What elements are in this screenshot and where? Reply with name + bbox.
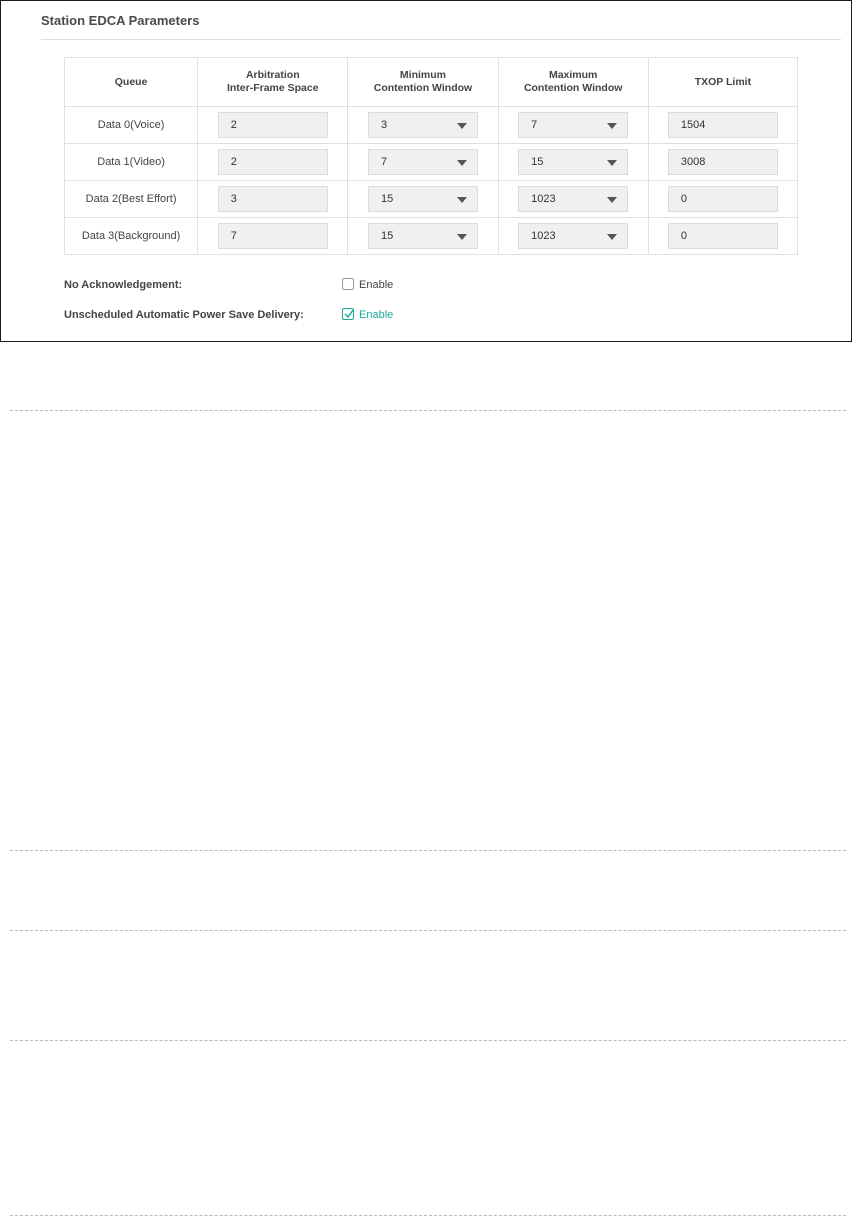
- txop-input[interactable]: 0: [668, 223, 778, 249]
- header-queue: Queue: [65, 58, 198, 107]
- cwmin-select[interactable]: [368, 149, 478, 175]
- dropdown-arrow-icon: [607, 160, 617, 166]
- aifs-input[interactable]: 2: [218, 149, 328, 175]
- table-row: [65, 107, 798, 144]
- separator-line: [10, 850, 846, 851]
- cwmax-select[interactable]: [518, 112, 628, 138]
- dropdown-arrow-icon: [607, 234, 617, 240]
- section-title: Station EDCA Parameters: [41, 13, 200, 28]
- header-aifs: Arbitration Inter-Frame Space: [198, 58, 348, 107]
- apsd-checkbox[interactable]: [342, 308, 354, 320]
- header-cwmin: Minimum Contention Window: [348, 58, 498, 107]
- cwmin-value: 3: [380, 119, 388, 131]
- cwmin-value: 7: [380, 156, 388, 168]
- queue-label: Data 2(Best Effort): [65, 181, 198, 218]
- separator-line: [10, 1215, 846, 1216]
- queue-label: Data 1(Video): [65, 144, 198, 181]
- edca-table: [64, 57, 798, 255]
- no-ack-enable-label[interactable]: Enable: [359, 279, 394, 291]
- dropdown-arrow-icon: [457, 234, 467, 240]
- dropdown-arrow-icon: [607, 123, 617, 129]
- cwmin-value: 15: [380, 193, 394, 205]
- cwmin-select[interactable]: [368, 186, 478, 212]
- cwmin-value: 15: [380, 230, 394, 242]
- dropdown-arrow-icon: [607, 197, 617, 203]
- table-row: [65, 144, 798, 181]
- aifs-input[interactable]: 2: [218, 112, 328, 138]
- title-divider: [41, 39, 841, 40]
- cwmax-select[interactable]: [518, 223, 628, 249]
- cwmax-value: 1023: [531, 230, 556, 242]
- dropdown-arrow-icon: [457, 123, 467, 129]
- dropdown-arrow-icon: [457, 197, 467, 203]
- header-cwmax: Maximum Contention Window: [498, 58, 648, 107]
- aifs-input[interactable]: 3: [218, 186, 328, 212]
- separator-line: [10, 930, 846, 931]
- cwmax-value: 1023: [531, 193, 556, 205]
- checkmark-icon: [344, 309, 354, 319]
- dropdown-arrow-icon: [457, 160, 467, 166]
- txop-input[interactable]: 1504: [668, 112, 778, 138]
- table-header-row: [65, 58, 798, 107]
- no-ack-label: No Acknowledgement:: [64, 279, 183, 291]
- table-row: [65, 218, 798, 255]
- separator-line: [10, 410, 846, 411]
- cwmax-select[interactable]: [518, 149, 628, 175]
- station-edca-panel: [0, 0, 852, 342]
- aifs-input[interactable]: 7: [218, 223, 328, 249]
- queue-label: Data 0(Voice): [65, 107, 198, 144]
- header-txop: TXOP Limit: [648, 58, 797, 107]
- cwmax-value: 15: [531, 156, 544, 168]
- no-ack-checkbox[interactable]: [342, 278, 354, 290]
- txop-input[interactable]: 0: [668, 186, 778, 212]
- queue-label: Data 3(Background): [65, 218, 198, 255]
- cwmax-select[interactable]: [518, 186, 628, 212]
- separator-line: [10, 1040, 846, 1041]
- apsd-label: Unscheduled Automatic Power Save Delivery:: [64, 309, 304, 321]
- cwmin-select[interactable]: [368, 112, 478, 138]
- apsd-enable-label[interactable]: Enable: [359, 309, 394, 321]
- table-row: [65, 181, 798, 218]
- txop-input[interactable]: 3008: [668, 149, 778, 175]
- cwmin-select[interactable]: [368, 223, 478, 249]
- cwmax-value: 7: [531, 119, 538, 131]
